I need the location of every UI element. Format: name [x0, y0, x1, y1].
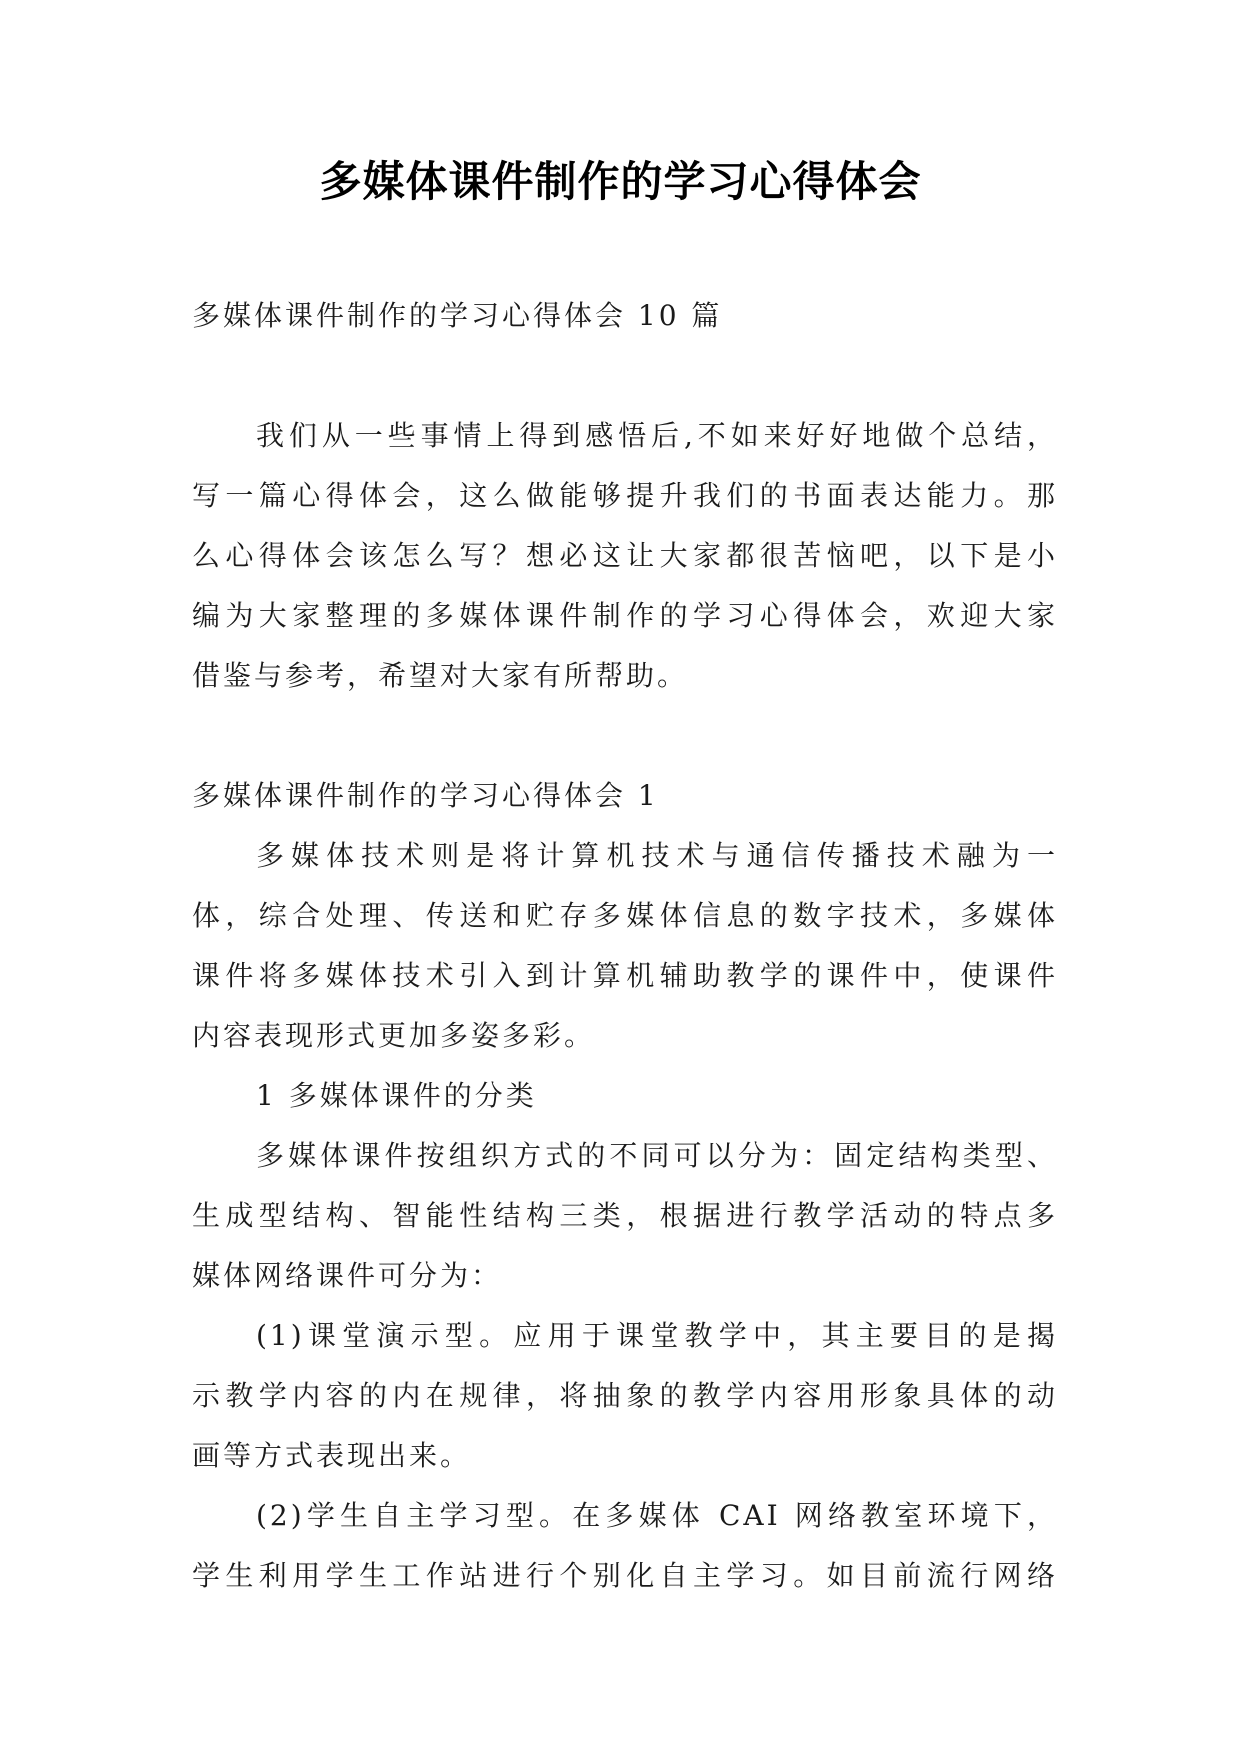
document-body [192, 286, 1058, 1606]
list-item-line: 学生利用学生工作站进行个别化自主学习。如目前流行网络 [192, 1559, 1058, 1592]
intro-line: 编为大家整理的多媒体课件制作的学习心得体会，欢迎大家 [192, 599, 1058, 632]
intro-line: 写一篇心得体会，这么做能够提升我们的书面表达能力。那 [192, 479, 1058, 512]
paragraph-line: 生成型结构、智能性结构三类，根据进行教学活动的特点多 [192, 1199, 1058, 1232]
intro-line: 么心得体会该怎么写？想必这让大家都很苦恼吧，以下是小 [192, 539, 1058, 572]
document-title: 多媒体课件制作的学习心得体会 [319, 157, 922, 206]
paragraph-line: 多媒体课件按组织方式的不同可以分为：固定结构类型、 [256, 1139, 1058, 1172]
list-item-line: (2)学生自主学习型。在多媒体 CAI 网络教室环境下， [256, 1499, 1058, 1532]
list-item-line: (1)课堂演示型。应用于课堂教学中，其主要目的是揭 [256, 1319, 1058, 1352]
subheading: 1 多媒体课件的分类 [256, 1079, 537, 1112]
paragraph-line: 内容表现形式更加多姿多彩。 [192, 1019, 596, 1052]
paragraph-line: 媒体网络课件可分为： [192, 1259, 503, 1292]
intro-line: 我们从一些事情上得到感悟后,不如来好好地做个总结， [256, 419, 1058, 452]
blank-line [192, 706, 1058, 766]
paragraph-line: 多媒体技术则是将计算机技术与通信传播技术融为一 [256, 839, 1058, 872]
section-heading: 多媒体课件制作的学习心得体会 1 [192, 779, 659, 812]
list-item-line: 示教学内容的内在规律，将抽象的教学内容用形象具体的动 [192, 1379, 1058, 1412]
blank-line [192, 346, 1058, 406]
subtitle: 多媒体课件制作的学习心得体会 10 篇 [192, 299, 723, 332]
paragraph-line: 体，综合处理、传送和贮存多媒体信息的数字技术，多媒体 [192, 899, 1058, 932]
intro-line: 借鉴与参考，希望对大家有所帮助。 [192, 659, 689, 692]
list-item-line: 画等方式表现出来。 [192, 1439, 472, 1472]
paragraph-line: 课件将多媒体技术引入到计算机辅助教学的课件中，使课件 [192, 959, 1058, 992]
